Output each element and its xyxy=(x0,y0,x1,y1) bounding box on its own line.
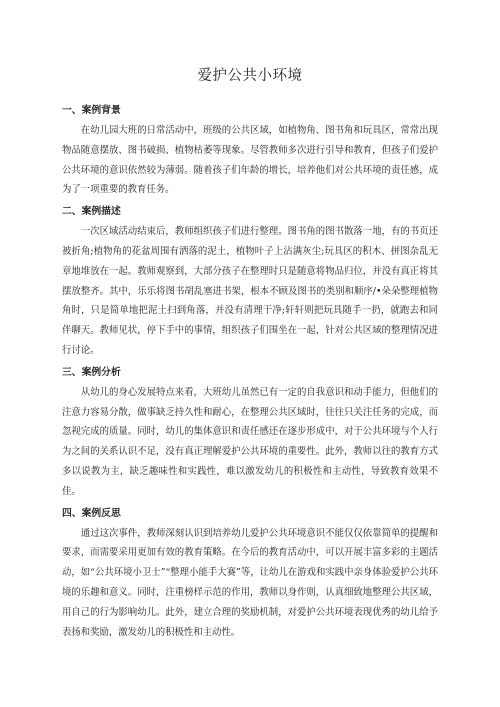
section-analysis xyxy=(62,362,438,502)
section-heading: 三、案例分析 xyxy=(62,366,121,378)
section-heading: 四、案例反思 xyxy=(62,507,121,519)
document-page xyxy=(62,64,438,643)
section-reflection xyxy=(62,503,438,643)
section-heading: 二、案例描述 xyxy=(62,206,121,218)
section-description xyxy=(62,201,438,361)
section-background xyxy=(62,100,438,200)
document-title: 爱护公共小环境 xyxy=(197,68,303,84)
section-body: 通过这次事件，教师深刻认识到培养幼儿爱护公共环境意识不能仅仅依靠简单的提醒和要求，而需要采用更加有效的教育策略。在今后的教育活动中，可以开展丰富多彩的主题活动，如“公共环境小卫士”“整理小能手大赛”等，让幼儿在游戏和实践中亲身体验爱护公共环境的乐趣和意义。同时，注重榜样示范的作用，教师以身作则，认真细致地整理公共区域，用自己的行为影响幼儿。此外，建立合理的奖励机制，对爱护公共环境表现优秀的幼儿给予表扬和奖励，激发幼儿的积极性和主动性。 xyxy=(62,527,438,638)
section-body: 一次区域活动结束后，教师组织孩子们进行整理。图书角的图书散落一地，有的书页还被折角;植物角的花盆周围有洒落的泥土，植物叶子上沾满灰尘;玩具区的积木、拼图杂乱无章地堆放在一起。教师观察到，大部分孩子在整理时只是随意将物品归位，并没有真正将其摆放整齐。其中，乐乐将图书胡乱塞进书架，根本不顾及图书的类别和顺序/•朵朵整理植物角时，只是简单地把泥土扫到角落，并没有清理干净;轩轩则把玩具随手一扔，就跑去和同伴聊天。教师见状，停下手中的事情，组织孩子们围坐在一起，针对公共区域的整理情况进行讨论。 xyxy=(62,226,438,356)
section-heading: 一、案例背景 xyxy=(62,105,121,116)
section-body: 在幼儿园大班的日常活动中，班级的公共区域，如植物角、图书角和玩具区，常常出现物品随意摆放、图书破损、植物枯萎等现象。尽管教师多次进行引导和教育，但孩子们爱护公共环境的意识依然较为薄弱。随着孩子们年龄的增长，培养他们对公共环境的责任感，成为了一项重要的教育任务。 xyxy=(62,125,438,196)
section-body: 从幼儿的身心发展特点来看，大班幼儿虽然已有一定的自我意识和动手能力，但他们的注意力容易分散，做事缺乏持久性和耐心，在整理公共区域时，往往只关注任务的完成，而忽视完成的质量。同时，幼儿的集体意识和责任感还在逐步形成中，对于公共环境与个人行为之间的关系认识不足，没有真正理解爱护公共环境的重要性。此外，教师以往的教育方式多以说教为主，缺乏趣味性和实践性，难以激发幼儿的积极性和主动性，导致教育效果不佳。 xyxy=(62,386,438,497)
